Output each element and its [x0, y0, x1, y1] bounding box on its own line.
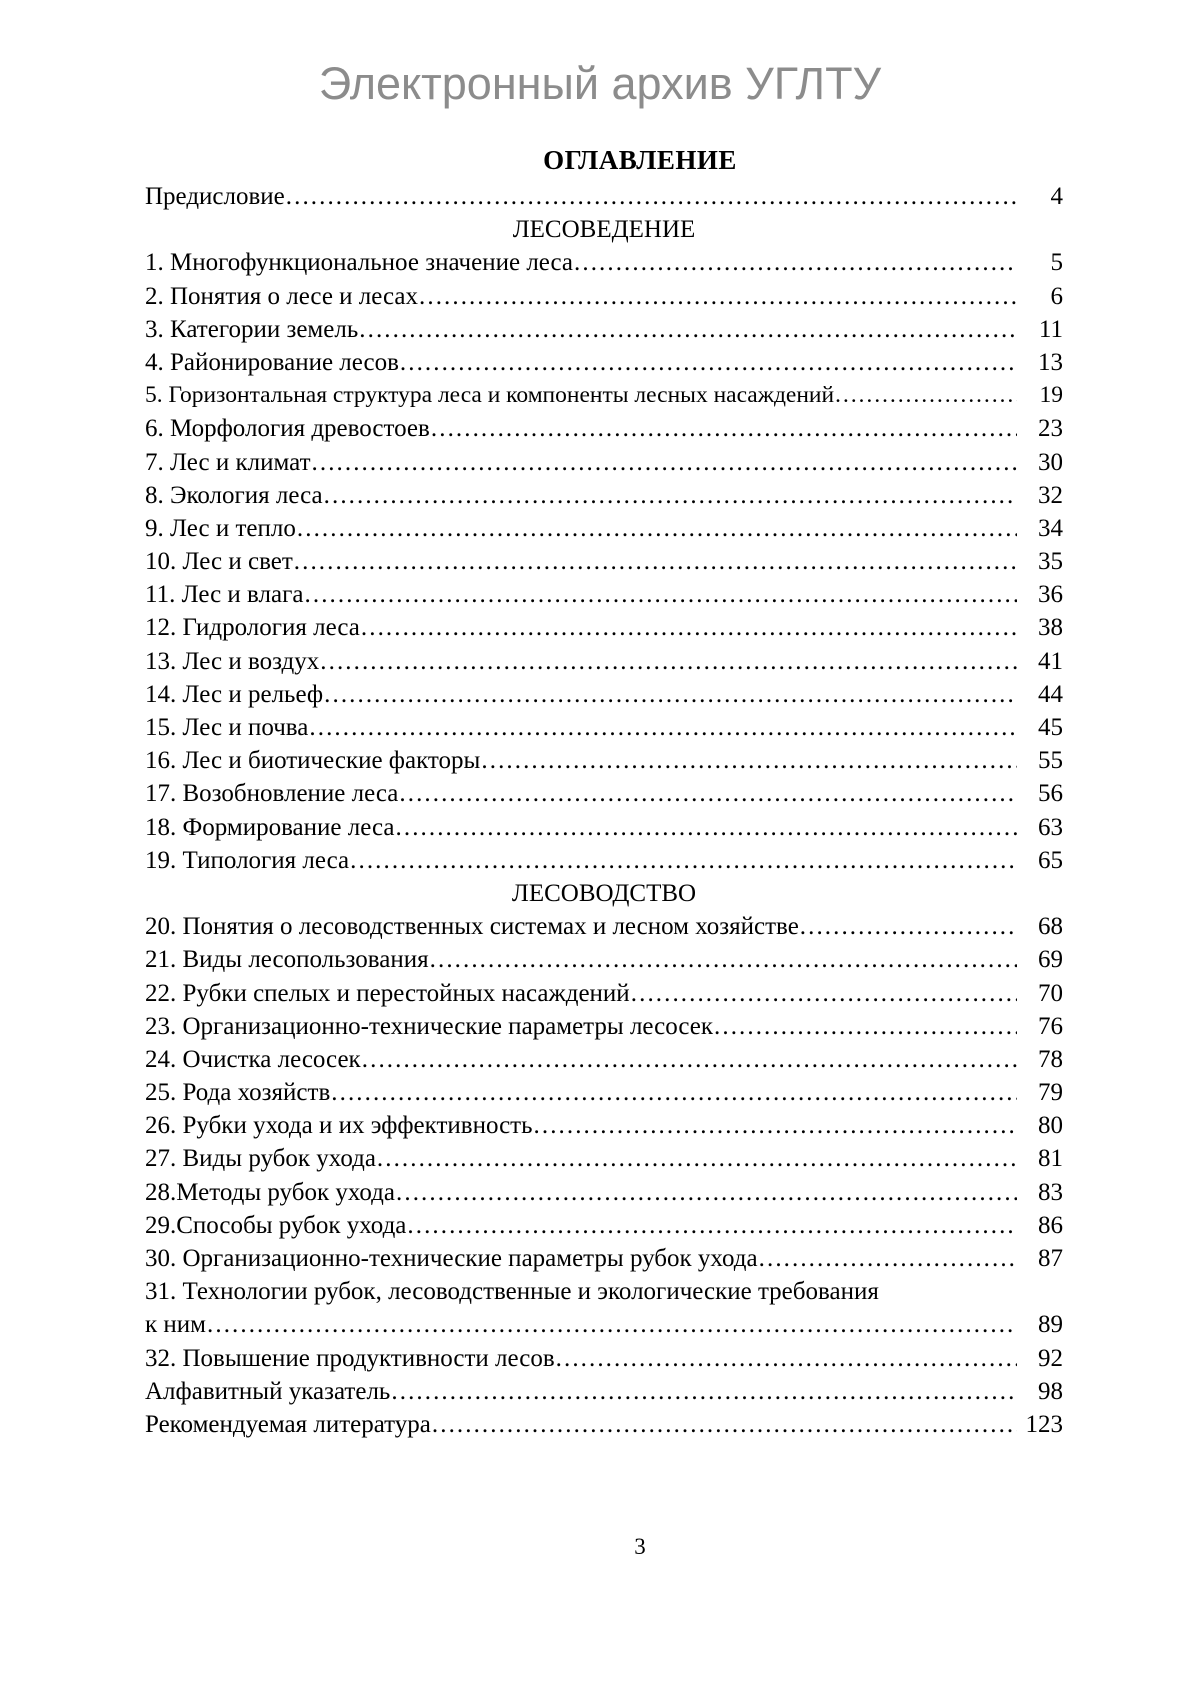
dot-leader — [713, 1010, 1017, 1043]
toc-entry-page: 87 — [1038, 1245, 1063, 1272]
toc-entry-title: 18. Формирование леса — [145, 813, 395, 841]
toc-entry[interactable] — [145, 777, 1063, 810]
toc-section-heading: ЛЕСОВОДСТВО — [511, 879, 697, 907]
toc-entry-title: 27. Виды рубок ухода — [145, 1145, 376, 1173]
toc-entry-page: 44 — [1038, 680, 1063, 708]
toc-entry[interactable] — [145, 1408, 1063, 1441]
toc-entry-title: 9. Лес и тепло — [145, 514, 296, 542]
dot-leader — [555, 1342, 1017, 1375]
toc-entry-title: 1. Многофункциональное значение леса — [145, 249, 574, 277]
toc-entry[interactable] — [145, 611, 1063, 644]
toc-entry[interactable] — [145, 943, 1063, 976]
dot-leader — [799, 910, 1017, 943]
toc-entry[interactable] — [145, 1010, 1063, 1043]
toc-entry-page: 86 — [1038, 1211, 1063, 1239]
toc-entry-title: Предисловие — [145, 183, 285, 210]
toc-entry-title: 29.Способы рубок ухода — [145, 1211, 407, 1239]
toc-entry-page: 41 — [1038, 647, 1063, 675]
dot-leader — [303, 578, 1017, 611]
page-title: ОГЛАВЛЕНИЕ — [543, 145, 737, 175]
toc-entry-page: 11 — [1038, 315, 1063, 343]
toc-entry-page: 81 — [1038, 1145, 1063, 1173]
table-of-contents — [145, 180, 1063, 1441]
toc-entry[interactable] — [145, 744, 1063, 777]
toc-entry-page: 98 — [1038, 1377, 1063, 1405]
toc-entry-page: 6 — [1050, 282, 1063, 310]
dot-leader — [398, 777, 1017, 810]
toc-entry-title: 24. Очистка лесосек — [145, 1045, 361, 1073]
dot-leader — [323, 678, 1017, 711]
dot-leader — [480, 744, 1017, 777]
dot-leader — [349, 844, 1017, 877]
toc-entry-page: 32 — [1038, 481, 1063, 509]
toc-entry[interactable] — [145, 1375, 1063, 1408]
toc-entry-title: 12. Гидрология леса — [145, 614, 360, 642]
toc-entry-page: 69 — [1038, 946, 1063, 974]
toc-entry-title: 26. Рубки ухода и их эффективность — [145, 1112, 533, 1140]
dot-leader — [330, 1076, 1017, 1109]
toc-entry[interactable] — [145, 645, 1063, 678]
toc-entry-title: 14. Лес и рельеф — [145, 680, 324, 708]
toc-entry[interactable] — [145, 346, 1063, 379]
toc-entry[interactable] — [145, 313, 1063, 346]
toc-entry-page: 36 — [1038, 581, 1063, 609]
toc-entry-page: 5 — [1050, 249, 1063, 277]
toc-entry-page: 65 — [1038, 846, 1063, 874]
toc-entry[interactable] — [145, 910, 1063, 943]
toc-entry-page: 19 — [1039, 382, 1063, 409]
toc-entry-title: 32. Повышение продуктивности лесов — [145, 1344, 555, 1372]
toc-entry-title: 17. Возобновление леса — [145, 780, 399, 808]
dot-leader — [319, 645, 1017, 678]
dot-leader — [308, 711, 1017, 744]
dot-leader — [429, 943, 1017, 976]
toc-entry-title: 19. Типология леса — [145, 846, 350, 874]
toc-section-heading: ЛЕСОВЕДЕНИЕ — [512, 216, 696, 244]
dot-leader — [394, 811, 1017, 844]
toc-entry[interactable] — [145, 1076, 1063, 1109]
toc-entry-page: 68 — [1038, 913, 1063, 941]
dot-leader — [390, 1375, 1017, 1408]
toc-entry[interactable] — [145, 1142, 1063, 1175]
dot-leader — [834, 379, 1017, 412]
toc-entry-title: 8. Экология леса — [145, 481, 323, 509]
dot-leader — [311, 446, 1017, 479]
toc-entry-title: 25. Рода хозяйств — [145, 1079, 331, 1107]
dot-leader — [418, 280, 1017, 313]
toc-entry[interactable] — [145, 678, 1063, 711]
toc-entry-title: 4. Районирование лесов — [145, 348, 399, 376]
toc-entry-title: Алфавитный указатель — [145, 1377, 391, 1405]
toc-entry-page: 4 — [1050, 183, 1063, 210]
toc-entry[interactable] — [145, 479, 1063, 512]
toc-entry[interactable] — [145, 412, 1063, 445]
toc-entry-title: 22. Рубки спелых и перестойных насаждений — [145, 979, 630, 1007]
toc-entry-page: 76 — [1038, 1012, 1063, 1040]
toc-entry-title: 28.Методы рубок ухода — [145, 1178, 395, 1206]
dot-leader — [376, 1142, 1017, 1175]
toc-entry[interactable] — [145, 1109, 1063, 1142]
dot-leader — [430, 412, 1017, 445]
toc-entry-page: 35 — [1038, 548, 1063, 576]
toc-entry-page: 83 — [1038, 1178, 1063, 1206]
toc-entry-title: 7. Лес и климат — [145, 448, 311, 476]
toc-entry[interactable] — [145, 1308, 1063, 1341]
dot-leader — [285, 180, 1017, 213]
toc-entry-title-line: 31. Технологии рубок, лесоводственные и экологические требования — [145, 1278, 879, 1306]
toc-entry[interactable] — [145, 280, 1063, 313]
toc-entry-title: к ним — [145, 1311, 206, 1339]
toc-entry-title: 13. Лес и воздух — [145, 647, 320, 675]
toc-entry-page: 63 — [1038, 813, 1063, 841]
toc-entry-title: 21. Виды лесопользования — [145, 946, 429, 974]
toc-entry-page: 45 — [1038, 714, 1063, 741]
dot-leader — [533, 1109, 1018, 1142]
toc-entry-page: 92 — [1038, 1344, 1063, 1372]
toc-entry[interactable] — [145, 379, 1063, 412]
toc-entry[interactable] — [145, 1176, 1063, 1209]
toc-entry-page: 80 — [1038, 1112, 1063, 1140]
dot-leader — [431, 1408, 1017, 1441]
dot-leader — [573, 246, 1017, 279]
toc-entry[interactable] — [145, 1242, 1063, 1275]
toc-entry-title: 23. Организационно-технические параметры лесосек — [145, 1012, 714, 1040]
toc-entry-page: 34 — [1038, 514, 1063, 542]
toc-entry-page: 55 — [1038, 747, 1063, 775]
dot-leader — [406, 1209, 1017, 1242]
toc-entry[interactable] — [145, 1342, 1063, 1375]
toc-entry-title: 2. Понятия о лесе и лесах — [145, 282, 418, 310]
dot-leader — [293, 545, 1017, 578]
toc-entry[interactable] — [145, 1209, 1063, 1242]
dot-leader — [361, 1043, 1017, 1076]
toc-entry-page: 13 — [1038, 348, 1063, 376]
toc-entry-title: Рекомендуемая литература — [145, 1410, 431, 1438]
toc-entry[interactable] — [145, 977, 1063, 1010]
toc-entry[interactable] — [145, 246, 1063, 279]
toc-entry-title: 5. Горизонтальная структура леса и компоненты лесных насаждений — [145, 382, 835, 409]
toc-entry-page: 78 — [1038, 1045, 1063, 1073]
toc-entry[interactable] — [145, 1043, 1063, 1076]
toc-entry[interactable] — [145, 578, 1063, 611]
toc-entry[interactable] — [145, 545, 1063, 578]
toc-entry[interactable] — [145, 512, 1063, 545]
dot-leader — [630, 977, 1017, 1010]
dot-leader — [395, 1176, 1017, 1209]
toc-entry-page: 79 — [1038, 1079, 1063, 1107]
toc-entry[interactable] — [145, 180, 1063, 213]
toc-entry-page: 70 — [1038, 979, 1063, 1007]
toc-entry-title: 10. Лес и свет — [145, 548, 293, 576]
toc-entry-title: 30. Организационно-технические параметры рубок ухода — [145, 1245, 758, 1272]
toc-entry-page: 30 — [1038, 448, 1063, 476]
dot-leader — [358, 313, 1017, 346]
toc-entry[interactable] — [145, 446, 1063, 479]
toc-entry-title: 15. Лес и почва — [145, 714, 309, 741]
archive-watermark: Электронный архив УГЛТУ — [318, 58, 882, 109]
toc-entry-page: 123 — [1025, 1410, 1063, 1438]
toc-entry-title: 3. Категории земель — [145, 315, 359, 343]
page-number: 3 — [634, 1534, 646, 1559]
dot-leader — [360, 611, 1017, 644]
toc-entry-page: 56 — [1038, 780, 1063, 808]
dot-leader — [296, 512, 1017, 545]
dot-leader — [323, 479, 1017, 512]
dot-leader — [206, 1308, 1017, 1341]
dot-leader — [399, 346, 1017, 379]
toc-entry-page: 38 — [1038, 614, 1063, 642]
toc-entry-page: 23 — [1038, 415, 1063, 443]
dot-leader — [758, 1242, 1017, 1275]
toc-entry-title: 11. Лес и влага — [145, 581, 304, 609]
toc-entry[interactable] — [145, 811, 1063, 844]
toc-entry[interactable] — [145, 844, 1063, 877]
toc-entry-page: 89 — [1038, 1311, 1063, 1339]
toc-entry-title: 20. Понятия о лесоводственных системах и лесном хозяйстве — [145, 913, 799, 941]
toc-entry[interactable] — [145, 711, 1063, 744]
toc-entry-title: 6. Морфология древостоев — [145, 415, 430, 443]
toc-entry-title: 16. Лес и биотические факторы — [145, 747, 481, 775]
